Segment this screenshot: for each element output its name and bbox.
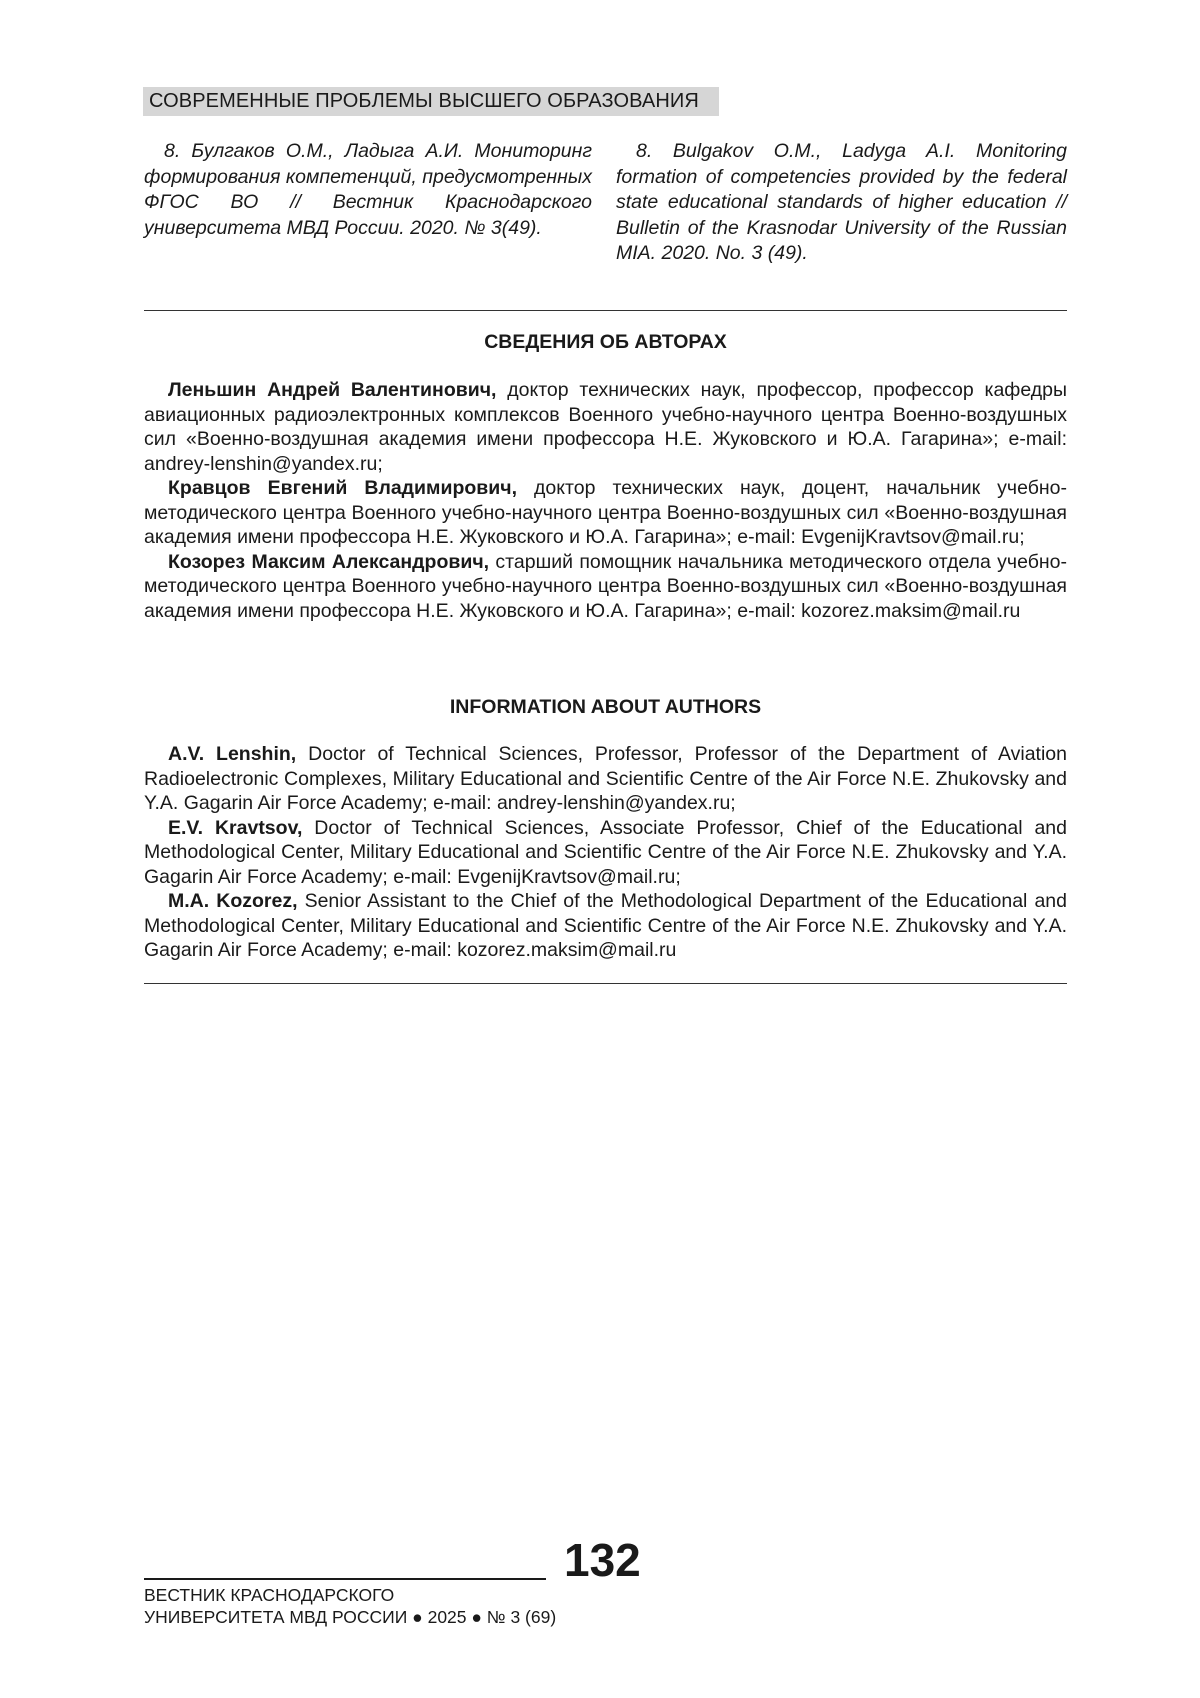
author-en-entry [144,742,1067,816]
author-ru-name: Леньшин Андрей Валентинович, [168,379,497,401]
author-en-name: A.V. Lenshin, [168,743,297,765]
author-en-name: M.A. Kozorez, [168,890,298,912]
author-en-details: Doctor of Technical Sciences, Professor, Professor of the Department of Aviation Radioelectronic Complexes, Military Educational and Scientific Centre of the Air Force N.E. Zhukovsky and Y.A. Gagarin Air Force Academy; e-mail: andrey-lenshin@yandex.ru; [144,743,1067,814]
author-ru-details: старший помощник начальника методического отдела учебно-методического центра Военного учебно-научного центра Военно-воздушных сил «Военно-воздушная академия имени профессора Н.Е. Жуковского и Ю.А. Гагарина»; e-mail: kozorez.maksim@mail.ru [144,550,1067,622]
author-ru-name: Козорез Максим Александрович, [168,550,490,573]
divider-bottom [144,983,1067,984]
divider-top [144,310,1067,311]
running-header: СОВРЕМЕННЫЕ ПРОБЛЕМЫ ВЫСШЕГО ОБРАЗОВАНИЯ [149,90,699,112]
reference-en-text: 8. Bulgakov O.M., Ladyga A.I. Monitoring formation of competencies provided by the federal state educational standards of higher education // Bulletin of the Krasnodar University of the Russian MIA. 2020. No. 3 (49). [616,140,1067,264]
author-ru-entry [144,476,1067,550]
authors-ru-title: СВЕДЕНИЯ ОБ АВТОРАХ [484,331,727,353]
reference-ru-text: 8. Булгаков О.М., Ладыга А.И. Мониторинг формирования компетенций, предусмотренных ФГОС ВО // Вестник Краснодарского университета МВД России. 2020. № 3(49). [144,140,592,239]
journal-name-line2: УНИВЕРСИТЕТА МВД РОССИИ ● 2025 ● № 3 (69) [144,1607,557,1627]
author-en-details: Senior Assistant to the Chief of the Methodological Department of the Educational and Methodological Center, Military Educational and Scientific Centre of the Air Force N.E. Zhukovsky and Y.A. Gagarin Air Force Academy; e-mail: kozorez.maksim@mail.ru [144,890,1067,961]
journal-name-line1: ВЕСТНИК КРАСНОДАРСКОГО [144,1585,395,1605]
authors-en-list [144,742,1067,963]
journal-footer [144,1584,556,1628]
author-ru-name: Кравцов Евгений Владимирович, [168,477,517,499]
author-en-entry [144,816,1067,890]
author-en-details: Doctor of Technical Sciences, Associate Professor, Chief of the Educational and Methodological Center, Military Educational and Scientific Centre of the Air Force N.E. Zhukovsky and Y.A. Gagarin Air Force Academy; e-mail: EvgenijKravtsov@mail.ru; [144,816,1067,888]
author-ru-entry [144,378,1067,476]
authors-en-title: INFORMATION ABOUT AUTHORS [449,696,762,718]
reference-ru [144,139,592,241]
page-number: 132 [564,1534,641,1586]
footer-rule [144,1578,546,1580]
author-en-name: E.V. Kravtsov, [168,816,303,839]
author-ru-details: доктор технических наук, профессор, профессор кафедры авиационных радиоэлектронных комплексов Военного учебно-научного центра Военно-воздушных сил «Военно-воздушная академия имени профессора Н.Е. Жуковского и Ю.А. Гагарина»; e-mail: andrey-lenshin@yandex.ru; [144,379,1067,475]
reference-en [616,139,1067,267]
authors-ru-list [144,378,1067,623]
author-en-entry [144,889,1067,963]
author-ru-entry [144,550,1067,624]
author-ru-details: доктор технических наук, доцент, начальник учебно-методического центра Военного учебно-научного центра Военно-воздушных сил «Военно-воздушная академия имени профессора Н.Е. Жуковского и Ю.А. Гагарина»; e-mail: EvgenijKravtsov@mail.ru; [144,477,1067,548]
